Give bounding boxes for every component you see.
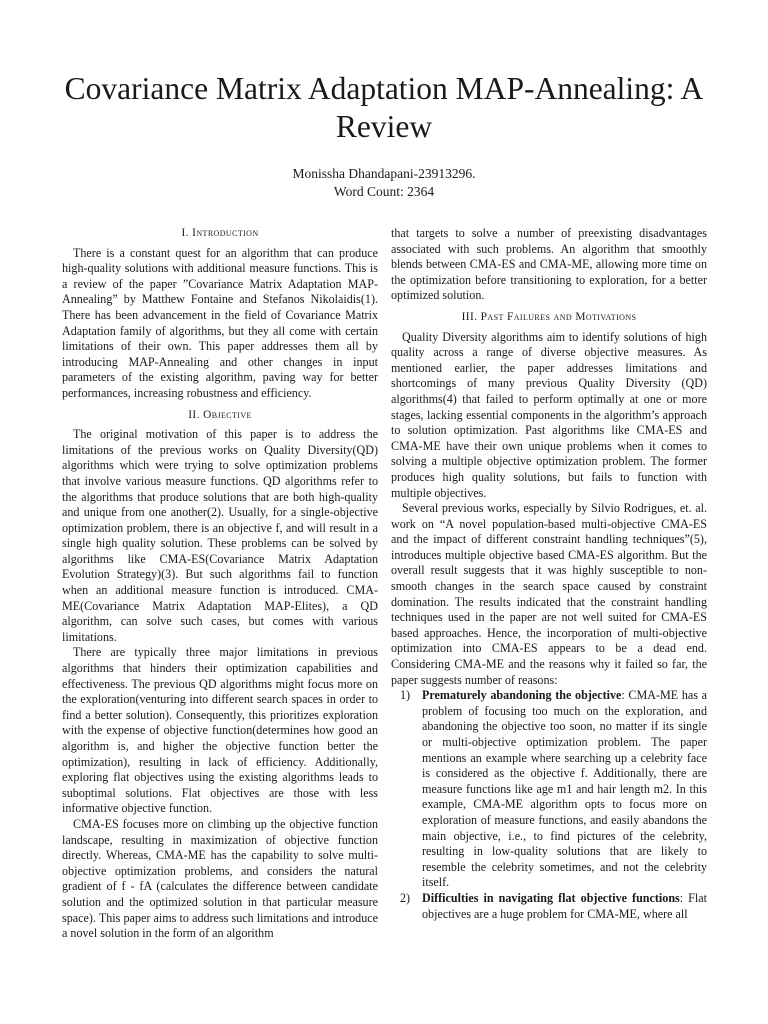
list-item-title: Prematurely abandoning the objective <box>422 688 622 703</box>
objective-paragraph-2: There are typically three major limitations in previous algorithms that hinders their optimization capabilities and effectiveness. The previous QD algorithms might focus more on the exploration(venturing into different search spaces in order to find a better solution). Consequently, this prioritizes exploration with the expense of objective function(determines how good an algorithm is, and higher the objective function better the optimization), resulting in lack of efficiency. Additionally, exploring flat objectives using the existing algorithms leads to suboptimal solutions. Flat objectives are those with less informative objective function. <box>62 645 378 816</box>
past-paragraph-1: Quality Diversity algorithms aim to identify solutions of high quality across a range of diverse objective measures. As mentioned earlier, the paper addresses limitations and shortcomings of many previous Quality Diversity (QD) algorithms(4) that failed to perform optimally at one or more stages, lacking essential components in the algorithm’s approach to solution optimization. Past algorithms like CMA-ES and CMA-ME have their own unique problems when it comes to solving a multiple objective optimization problem. The former produces high quality solutions, but fails to function with multiple objectives. <box>391 329 707 500</box>
word-count: Word Count: 2364 <box>333 184 435 199</box>
section-heading-introduction: I. Introduction <box>181 227 259 239</box>
list-item-title: Difficulties in navigating flat objective functions <box>422 890 680 905</box>
list-item <box>391 891 707 922</box>
list-item-text: : CMA-ME has a problem of focusing too much on the exploration, and abandoning the objective too soon, no matter if its single or multi-objective optimization problem. The paper mentions an example where searching up a celebrity face is considered as the objective f. Additionally, there are measure functions like age m1 and hair length m2. In this example, CMA-ME algorithm opts to focus more on exploration of measure functions, and easily abandons the main objective, i.e., to find pictures of the celebrity, resulting in low-quality solutions that are likely to resemble the celebrity sometimes, and not the celebrity itself. <box>422 688 707 890</box>
past-paragraph-2: Several previous works, especially by Silvio Rodrigues, et. al. work on “A novel population-based multi-objective CMA-ES and the impact of different constraint handling techniques”(5), introduces multiple objective based CMA-ES algorithm. But the overall result suggests that it was highly susceptible to non-smooth changes in the search space caused by constraint domination. The results indicated that the constraint handling techniques used in the paper are not well suited for CMA-ES based approaches. Hence, the incorporation of multi-objective optimization into CMA-ES appears to be a dead end. Considering CMA-ME and the reasons why it failed so far, the paper suggests number of reasons: <box>391 501 707 687</box>
left-column <box>62 226 378 942</box>
intro-paragraph: There is a constant quest for an algorithm that can produce high-quality solutions with additional measure functions. This is a review of the paper ”Covariance Matrix Adaptation MAP-Annealing” by Matthew Fontaine and Stefanos Nikolaidis(1). There has been advancement in the field of Covariance Matrix Adaptation family of algorithms, but they all come with certain limitations of their own. This paper addresses them all by introducing MAP-Annealing and other changes in input parameters of the existing algorithm, paving way for better performances, increasing robustness and efficiency. <box>62 245 378 400</box>
list-item-text: : Flat objectives are a huge problem for CMA-ME, where all <box>422 890 707 921</box>
objective-paragraph-3: CMA-ES focuses more on climbing up the objective function landscape, resulting in maximization of objective function directly. Whereas, CMA-ME has the capability to solve multi-objective optimization problems, and considers the natural gradient of f - fA (calculates the difference between candidate solution and the optimized solution in that particular measure space). This paper aims to address such limitations and introduce a novel solution in the form of an algorithm <box>62 816 378 941</box>
section-heading-past-failures: III. Past Failures and Motivations <box>461 310 637 323</box>
objective-paragraph-3-continued: that targets to solve a number of preexisting disadvantages associated with such problems. An algorithm that smoothly blends between CMA-ES and CMA-ME, allowing more time on the optimization before transitioning to exploration, for a better optimized solution. <box>391 226 707 303</box>
author-name: Monissha Dhandapani-23913296. <box>292 166 476 181</box>
author-block <box>40 165 728 201</box>
right-column <box>391 226 707 922</box>
objective-paragraph-1: The original motivation of this paper is to address the limitations of the previous works on Quality Diversity(QD) algorithms which were trying to solve optimization problems that involve various measure functions. QD algorithms refer to the algorithms that produce solutions that are both high-quality and unique from one another(2). Usually, for a single-objective optimization problem, there is an objective f, and will result in a single high quality solution. These problems can be solved by algorithms like CMA-ES(Covariance Matrix Adaptation Evolution Strategy)(3). But such algorithms fail to function when an additional measure function is introduced. CMA-ME(Covariance Matrix Adaptation MAP-Elites), a QD algorithm, can solve such cases, but comes with various limitations. <box>62 427 378 644</box>
section-heading-objective: II. Objective <box>188 408 252 421</box>
list-item-number: 2) <box>400 890 411 905</box>
paper-title: Covariance Matrix Adaptation MAP-Annealing: A Review <box>64 71 704 144</box>
list-item-number: 1) <box>400 688 411 703</box>
reasons-list <box>391 688 707 922</box>
list-item <box>391 688 707 891</box>
